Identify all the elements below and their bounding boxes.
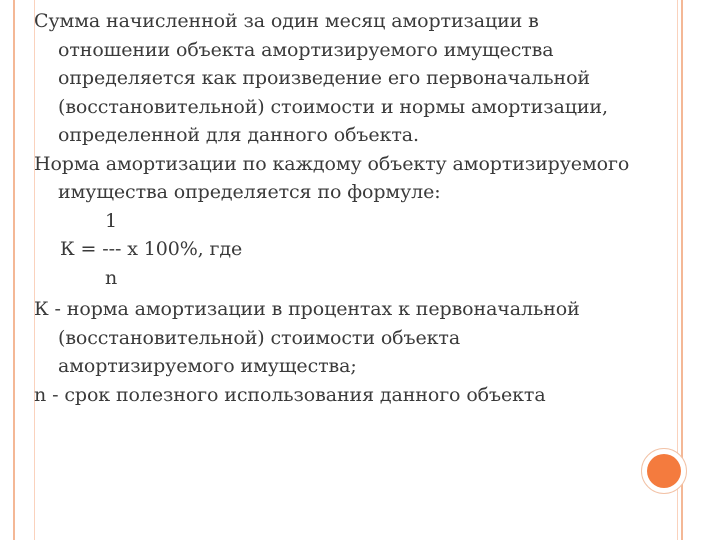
decorative-circle-fill <box>647 454 681 488</box>
formula <box>34 207 634 293</box>
slide-content <box>34 7 634 409</box>
decorative-circle-icon <box>641 448 687 494</box>
paragraph-depreciation-sum: Сумма начисленной за один месяц амортизации в отношении объекта амортизируемого имущества определяется как произведение его первоначальной (восстановительной) стоимости и нормы амортизации, определенной для данного объекта. <box>34 10 608 146</box>
paragraph-k-definition: К - норма амортизации в процентах к первоначальной (восстановительной) стоимости объекта амортизируемого имущества; <box>34 298 580 377</box>
formula-main: К = --- х 100%, где <box>60 238 243 260</box>
formula-denominator: n <box>105 266 118 289</box>
paragraph-n-definition: n - срок полезного использования данного объекта <box>34 383 546 406</box>
paragraph-depreciation-rate: Норма амортизации по каждому объекту амортизируемого имущества определяется по формуле: <box>34 152 630 203</box>
formula-numerator: 1 <box>105 209 117 232</box>
